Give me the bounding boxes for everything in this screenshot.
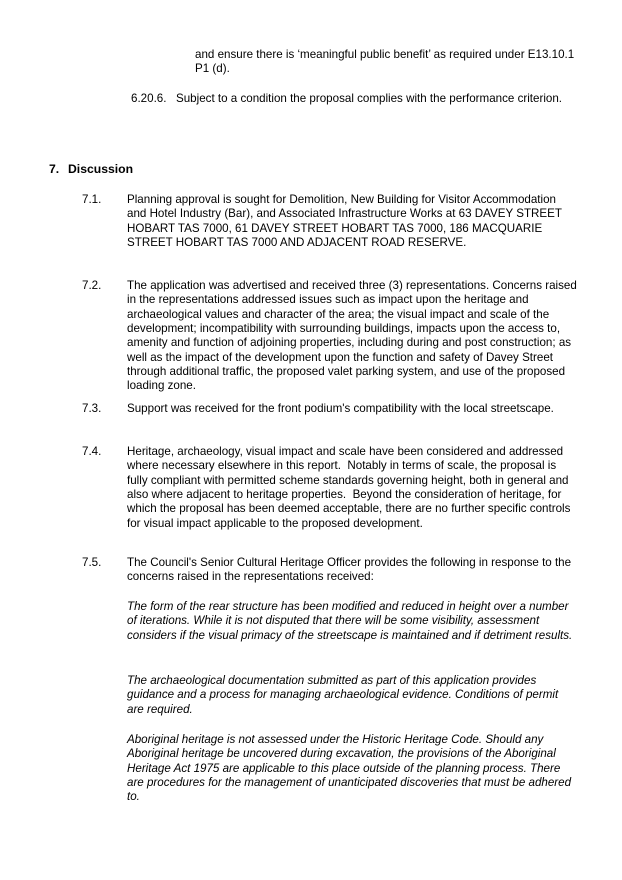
clause-7-3-text: Support was received for the front podium's compatibility with the local streetscape. xyxy=(127,402,554,415)
clause-7-1 xyxy=(82,193,578,250)
clause-7-5 xyxy=(82,556,578,585)
clause-7-1-text: Planning approval is sought for Demolition, New Building for Visitor Accommodation and Hotel Industry (Bar), and Associated Infrastructure Works at 63 DAVEY STREET HOBART TAS 7000, 61 DAVEY STREET HOBART TAS 7000, 186 MACQUARIE STREET HOBART TAS 7000 AND ADJACENT ROAD RESERVE. xyxy=(127,193,565,250)
clause-7-2 xyxy=(82,279,581,394)
clause-6-20-6-number: 6.20.6. xyxy=(131,92,167,105)
section-heading-title: Discussion xyxy=(68,162,134,176)
clause-6-20-6 xyxy=(131,92,578,106)
clause-7-2-text: The application was advertised and received three (3) representations. Concerns raised in the representations addressed issues such as impact upon the heritage and archaeological values and character of the area; the visual impact and scale of the development; incompatibility with surrounding buildings, impacts upon the access to, amenity and function of adjoining properties, including during and post construction; as well as the impact of the development upon the function and safety of Davey Street through additional traffic, the proposed valet parking system, and use of the proposed loading zone. xyxy=(127,279,581,393)
quoted-response-3: Aboriginal heritage is not assessed under the Historic Heritage Code. Should any Aboriginal heritage be uncovered during excavation, the provisions of the Aboriginal Heritage Act 1975 are applicable to this place outside of the planning process. There are procedures for the management of unanticipated discoveries that must be adhered to. xyxy=(127,733,575,804)
clause-7-1-number: 7.1. xyxy=(82,193,102,206)
quoted-response-1: The form of the rear structure has been modified and reduced in height over a number of iterations. While it is not disputed that there will be some visibility, assessment considers if the visual primacy of the streetscape is maintained and if detriment results. xyxy=(127,600,573,642)
clause-7-5-number: 7.5. xyxy=(82,556,102,569)
continuation-paragraph xyxy=(195,48,578,77)
clause-7-4-number: 7.4. xyxy=(82,445,102,458)
quoted-response-2: The archaeological documentation submitted as part of this application provides guidance and a process for managing archaeological evidence. Conditions of permit are required. xyxy=(127,674,562,716)
clause-7-4 xyxy=(82,445,578,531)
clause-7-3 xyxy=(82,402,578,416)
clause-7-4-text: Heritage, archaeology, visual impact and scale have been considered and addressed where necessary elsewhere in this report. Notably in terms of scale, the proposal is fully compliant with permitted scheme standards governing height, both in general and also where adjacent to heritage properties. Beyond the consideration of heritage, for which the proposal has been deemed acceptable, there are no further specific controls for visual impact applicable to the proposed development. xyxy=(127,445,574,530)
continuation-paragraph-text: and ensure there is ‘meaningful public benefit’ as required under E13.10.1 P1 (d). xyxy=(195,48,578,76)
clause-7-5-text: The Council's Senior Cultural Heritage Officer provides the following in response to the concerns raised in the representations received: xyxy=(127,556,575,584)
clause-7-3-number: 7.3. xyxy=(82,402,102,415)
clause-7-2-number: 7.2. xyxy=(82,279,102,292)
section-heading-discussion xyxy=(49,162,133,177)
clause-6-20-6-text: Subject to a condition the proposal complies with the performance criterion. xyxy=(176,92,563,105)
section-heading-number: 7. xyxy=(49,162,60,176)
